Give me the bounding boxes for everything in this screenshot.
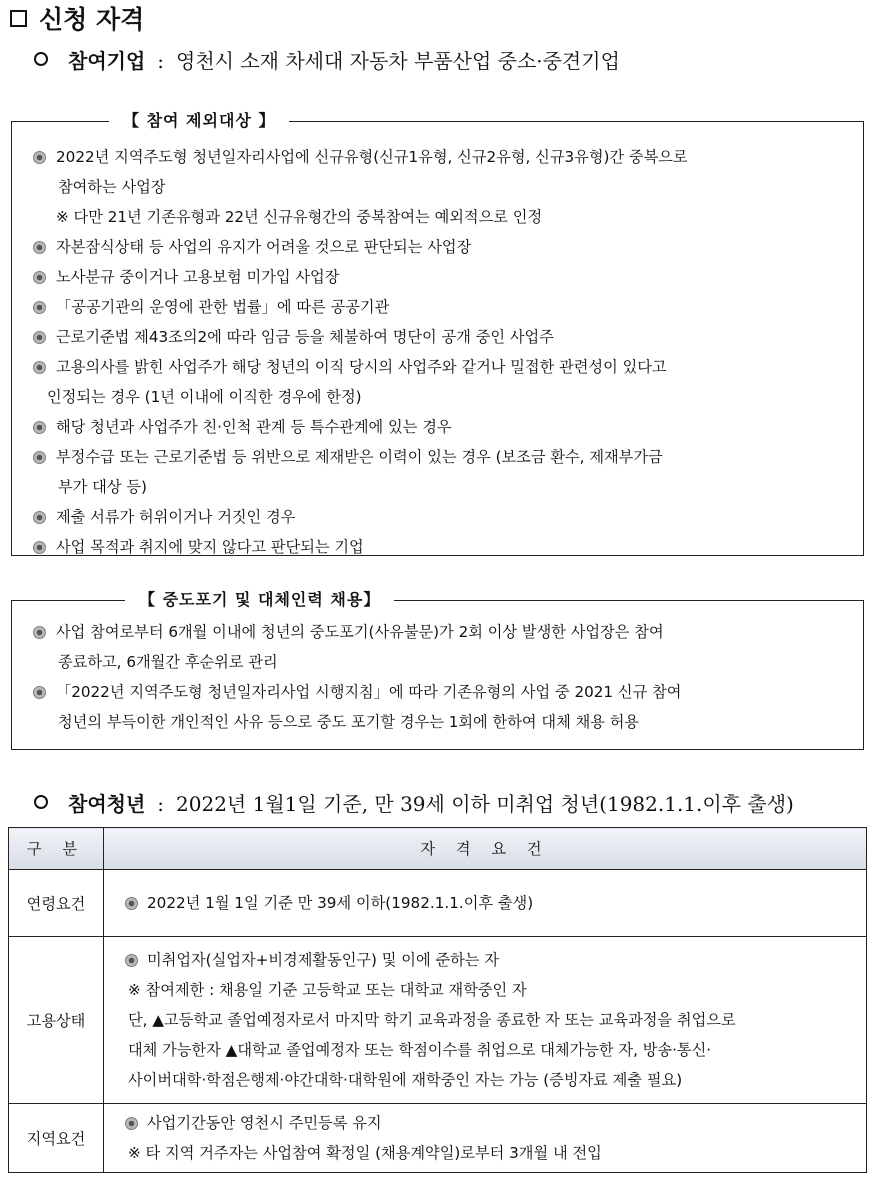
- item-text: 「2022년 지역주도형 청년일자리사업 시행지침」에 따라 기존유형의 사업 중 2021 신규 참여: [56, 683, 682, 701]
- item-text: 노사분규 중이거나 고용보험 미가입 사업장: [56, 268, 340, 286]
- row-requirement: [104, 1104, 867, 1173]
- item-text: 사업 참여로부터 6개월 이내에 청년의 중도포기(사유불문)가 2회 이상 발생한 사업장은 참여: [56, 623, 664, 641]
- company-line: [34, 45, 620, 74]
- exclusion-list: [12, 142, 863, 562]
- table-body: [9, 870, 867, 1173]
- circle-bullet-icon: [34, 795, 48, 809]
- round-bullet-icon: [125, 954, 138, 967]
- requirement-extra-line: ※ 참여제한 : 채용일 기준 고등학교 또는 대학교 재학중인 자: [128, 981, 527, 999]
- requirement-text: 미취업자(실업자+비경제활동인구) 및 이에 준하는 자: [147, 951, 499, 969]
- item-text: 고용의사를 밝힌 사업주가 해당 청년의 이직 당시의 사업주와 같거나 밀접한 관련성이 있다고: [56, 358, 667, 376]
- company-label: 참여기업: [68, 49, 146, 73]
- round-bullet-icon: [125, 1117, 138, 1130]
- exclusion-box-title: 【 참여 제외대상 】: [109, 110, 289, 132]
- colon: :: [157, 49, 165, 73]
- item-text: 제출 서류가 허위이거나 거짓인 경우: [56, 508, 296, 526]
- qualification-table: [8, 827, 867, 1173]
- round-bullet-icon: [33, 626, 46, 639]
- requirement-text: 2022년 1월 1일 기준 만 39세 이하(1982.1.1.이후 출생): [147, 894, 534, 912]
- table-row: [9, 870, 867, 937]
- list-item: [12, 532, 863, 562]
- list-item: [12, 262, 863, 292]
- round-bullet-icon: [33, 686, 46, 699]
- list-item: [12, 412, 863, 442]
- square-bullet-icon: [10, 10, 27, 27]
- youth-value: 2022년 1월1일 기준, 만 39세 이하 미취업 청년(1982.1.1.이후 출생): [176, 792, 794, 816]
- requirement-extra-line: 대체 가능한자 ▲대학교 졸업예정자 또는 학점이수를 취업으로 대체가능한 자, 방송·통신·: [128, 1041, 712, 1059]
- round-bullet-icon: [33, 301, 46, 314]
- youth-label: 참여청년: [68, 792, 146, 816]
- item-text: 자본잠식상태 등 사업의 유지가 어려울 것으로 판단되는 사업장: [56, 238, 472, 256]
- row-requirement: [104, 870, 867, 937]
- list-item: [12, 322, 863, 352]
- round-bullet-icon: [33, 421, 46, 434]
- round-bullet-icon: [33, 331, 46, 344]
- round-bullet-icon: [33, 271, 46, 284]
- list-item: [12, 292, 863, 322]
- requirement-bullet-line: [125, 888, 856, 918]
- exclusion-box: [11, 111, 864, 556]
- item-text: 참여하는 사업장: [58, 178, 166, 196]
- round-bullet-icon: [33, 151, 46, 164]
- item-text: 2022년 지역주도형 청년일자리사업에 신규유형(신규1유형, 신규2유형, 신규3유형)간 중복으로: [56, 148, 688, 166]
- requirement-bullet-line: [125, 1108, 856, 1138]
- item-text: 부가 대상 등): [58, 478, 147, 496]
- header-requirement: 자 격 요 건: [104, 828, 867, 870]
- round-bullet-icon: [33, 241, 46, 254]
- item-text: 「공공기관의 운영에 관한 법률」에 따른 공공기관: [56, 298, 390, 316]
- requirement-extra-line: 사이버대학·학점은행제·야간대학·대학원에 재학중인 자는 가능 (증빙자료 제출 필요): [128, 1071, 683, 1089]
- item-text: 청년의 부득이한 개인적인 사유 등으로 중도 포기할 경우는 1회에 한하여 대체 채용 허용: [58, 713, 640, 731]
- dropout-list: [12, 617, 863, 737]
- dropout-box: [11, 590, 864, 750]
- section-title: 신청 자격: [39, 5, 145, 34]
- item-note: ※ 다만 21년 기존유형과 22년 신규유형간의 중복참여는 예외적으로 인정: [56, 208, 543, 226]
- list-item: [12, 142, 863, 202]
- row-requirement: [104, 937, 867, 1104]
- colon: :: [157, 792, 165, 816]
- item-text: 근로기준법 제43조의2에 따라 임금 등을 체불하여 명단이 공개 중인 사업주: [56, 328, 554, 346]
- item-text: 해당 청년과 사업주가 친·인척 관계 등 특수관계에 있는 경우: [56, 418, 452, 436]
- requirement-bullet-line: [125, 945, 856, 975]
- table-header-row: [9, 828, 867, 870]
- table-row: [9, 1104, 867, 1173]
- list-item: [12, 232, 863, 262]
- company-value: 영천시 소재 차세대 자동차 부품산업 중소·중견기업: [176, 49, 620, 73]
- item-text: 종료하고, 6개월간 후순위로 관리: [58, 653, 278, 671]
- list-item: [12, 502, 863, 532]
- list-item: [12, 352, 863, 412]
- round-bullet-icon: [125, 897, 138, 910]
- item-text: 사업 목적과 취지에 맞지 않다고 판단되는 기업: [56, 538, 364, 556]
- round-bullet-icon: [33, 541, 46, 554]
- item-text: 인정되는 경우 (1년 이내에 이직한 경우에 한정): [47, 388, 362, 406]
- round-bullet-icon: [33, 451, 46, 464]
- list-item: [12, 442, 863, 502]
- requirement-text: 사업기간동안 영천시 주민등록 유지: [147, 1114, 382, 1132]
- row-category: 지역요건: [9, 1104, 104, 1173]
- list-item: [12, 617, 863, 677]
- round-bullet-icon: [33, 511, 46, 524]
- circle-bullet-icon: [34, 52, 48, 66]
- youth-line: [34, 788, 794, 817]
- round-bullet-icon: [33, 361, 46, 374]
- requirement-extra-line: 단, ▲고등학교 졸업예정자로서 마지막 학기 교육과정을 종료한 자 또는 교육과정을 취업으로: [128, 1011, 736, 1029]
- dropout-box-title: 【 중도포기 및 대체인력 채용】: [125, 589, 394, 611]
- table-row: [9, 937, 867, 1104]
- requirement-extra-line: ※ 타 지역 거주자는 사업참여 확정일 (채용계약일)로부터 3개월 내 전입: [128, 1144, 602, 1162]
- item-text: 부정수급 또는 근로기준법 등 위반으로 제재받은 이력이 있는 경우 (보조금 환수, 제재부가금: [56, 448, 663, 466]
- row-category: 연령요건: [9, 870, 104, 937]
- section-heading: [10, 0, 144, 36]
- list-item: [12, 677, 863, 737]
- row-category: 고용상태: [9, 937, 104, 1104]
- header-category: 구 분: [9, 828, 104, 870]
